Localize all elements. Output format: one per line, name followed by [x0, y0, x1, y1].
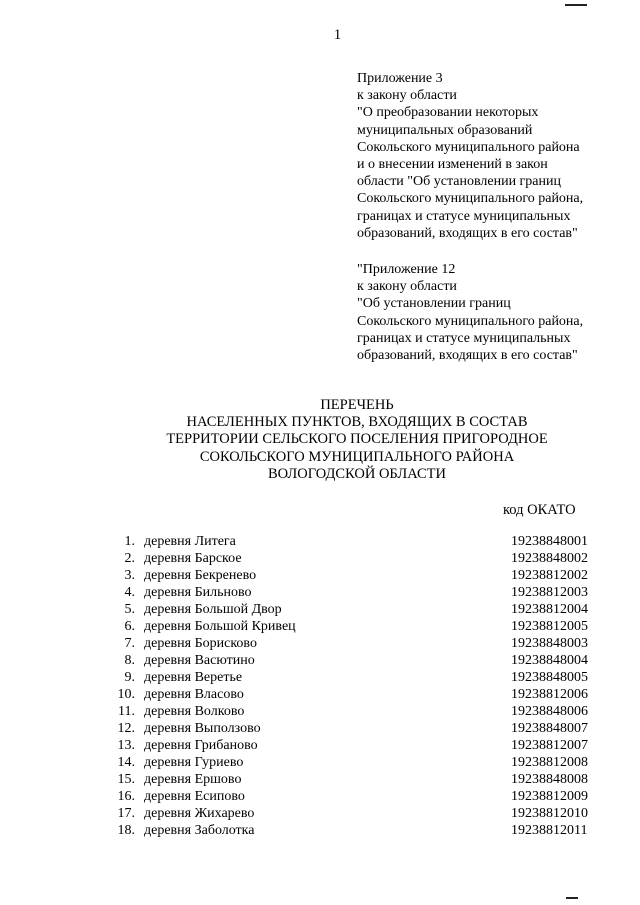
okato-code: 19238848003 [511, 636, 588, 651]
okato-code: 19238812007 [511, 738, 588, 753]
okato-code: 19238812005 [511, 619, 588, 634]
list-item [0, 771, 640, 788]
settlement-name: деревня Гуриево [144, 755, 244, 770]
list-item [0, 533, 640, 550]
appendix-inner-header [357, 261, 583, 364]
list-item [0, 652, 640, 669]
okato-code: 19238812009 [511, 789, 588, 804]
appendix-header [357, 70, 583, 242]
list-item [0, 720, 640, 737]
settlement-name: деревня Барское [144, 551, 242, 566]
page-number: 1 [333, 27, 342, 43]
okato-column-header: код ОКАТО [503, 502, 576, 518]
row-number: 6. [124, 619, 135, 634]
list-item [0, 584, 640, 601]
settlement-name: деревня Жихарево [144, 806, 255, 821]
row-number: 13. [117, 738, 135, 753]
settlement-name: деревня Веретье [144, 670, 243, 685]
appendix-header-line: Сокольского муниципального района, [357, 191, 584, 207]
settlement-name: деревня Большой Кривец [144, 619, 296, 634]
list-item [0, 618, 640, 635]
settlement-name: деревня Большой Двор [144, 602, 282, 617]
row-number: 2. [124, 551, 135, 566]
scan-mark [566, 897, 578, 899]
appendix-header-line: муниципальных образований [357, 122, 533, 138]
row-number: 8. [124, 653, 135, 668]
list-item [0, 669, 640, 686]
row-number: 12. [117, 721, 135, 736]
appendix-header-line: "О преобразовании некоторых [357, 105, 539, 121]
settlement-name: деревня Грибаново [144, 738, 258, 753]
list-item [0, 635, 640, 652]
settlement-name: деревня Васютино [144, 653, 255, 668]
list-item [0, 550, 640, 567]
list-item [0, 686, 640, 703]
okato-code: 19238812010 [511, 806, 588, 821]
list-item [0, 703, 640, 720]
settlement-name: деревня Выползово [144, 721, 261, 736]
settlement-name: деревня Бильново [144, 585, 252, 600]
row-number: 16. [117, 789, 135, 804]
okato-code: 19238848006 [511, 704, 588, 719]
okato-code: 19238812003 [511, 585, 588, 600]
okato-code: 19238848008 [511, 772, 588, 787]
appendix-inner-line: "Об установлении границ [357, 296, 511, 312]
title-line: НАСЕЛЕННЫХ ПУНКТОВ, ВХОДЯЩИХ В СОСТАВ [186, 414, 528, 431]
scan-mark [565, 4, 587, 6]
list-item [0, 601, 640, 618]
row-number: 18. [117, 823, 135, 838]
appendix-header-line: области "Об установлении границ [357, 174, 561, 190]
appendix-inner-line: "Приложение 12 [357, 262, 456, 277]
appendix-header-line: и о внесении изменений в закон [357, 157, 548, 173]
okato-code: 19238848004 [511, 653, 588, 668]
settlement-name: деревня Ершово [144, 772, 242, 787]
settlement-name: деревня Волково [144, 704, 245, 719]
list-item [0, 567, 640, 584]
appendix-header-line: Сокольского муниципального района [357, 139, 580, 155]
settlement-name: деревня Власово [144, 687, 244, 702]
settlement-list [0, 533, 640, 839]
title-line: ПЕРЕЧЕНЬ [320, 397, 394, 413]
appendix-header-line: к закону области [357, 88, 457, 104]
settlement-name: деревня Есипово [144, 789, 245, 804]
title-line: ВОЛОГОДСКОЙ ОБЛАСТИ [268, 465, 446, 482]
settlement-name: деревня Бекренево [144, 568, 257, 583]
row-number: 11. [118, 704, 135, 719]
appendix-inner-line: образований, входящих в его состав" [357, 348, 578, 364]
settlement-name: деревня Литега [144, 534, 236, 549]
row-number: 7. [124, 636, 135, 651]
title-line: ТЕРРИТОРИИ СЕЛЬСКОГО ПОСЕЛЕНИЯ ПРИГОРОДНОЕ [166, 431, 548, 448]
row-number: 5. [124, 602, 135, 617]
row-number: 4. [124, 585, 135, 600]
row-number: 9. [124, 670, 135, 685]
okato-code: 19238848002 [511, 551, 588, 566]
okato-code: 19238812002 [511, 568, 588, 583]
list-item [0, 737, 640, 754]
document-title [0, 397, 640, 483]
list-item [0, 805, 640, 822]
okato-code: 19238848001 [511, 534, 588, 549]
appendix-header-line: образований, входящих в его состав" [357, 225, 578, 241]
list-item [0, 788, 640, 805]
appendix-header-line: границах и статусе муниципальных [357, 208, 571, 224]
okato-code: 19238812004 [511, 602, 588, 617]
okato-code: 19238848007 [511, 721, 588, 736]
settlement-name: деревня Заболотка [144, 823, 255, 838]
row-number: 15. [117, 772, 135, 787]
appendix-inner-line: к закону области [357, 279, 457, 295]
list-item [0, 754, 640, 771]
row-number: 10. [117, 687, 135, 702]
row-number: 3. [124, 568, 135, 583]
okato-code: 19238812011 [511, 823, 588, 838]
appendix-inner-line: Сокольского муниципального района, [357, 313, 584, 329]
appendix-inner-line: границах и статусе муниципальных [357, 330, 571, 346]
title-line: СОКОЛЬСКОГО МУНИЦИПАЛЬНОГО РАЙОНА [199, 448, 515, 465]
okato-code: 19238812008 [511, 755, 588, 770]
list-item [0, 822, 640, 839]
row-number: 14. [117, 755, 135, 770]
row-number: 17. [117, 806, 135, 821]
okato-code: 19238848005 [511, 670, 588, 685]
okato-code: 19238812006 [511, 687, 588, 702]
row-number: 1. [124, 534, 135, 549]
settlement-name: деревня Борисково [144, 636, 257, 651]
appendix-header-line: Приложение 3 [357, 71, 443, 86]
